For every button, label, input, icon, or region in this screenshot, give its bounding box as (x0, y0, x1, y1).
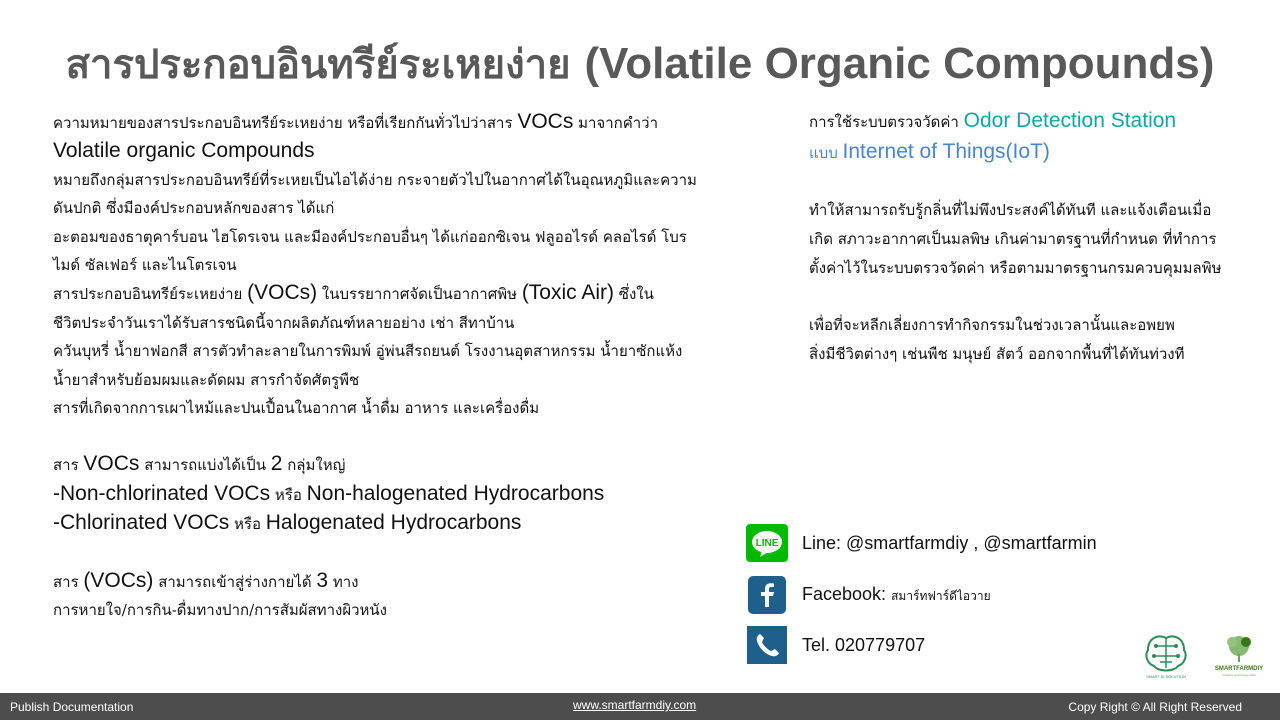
logo-caption: Creative technology plant (1222, 673, 1256, 677)
text-line (53, 279, 753, 308)
text-span: กลุ่มใหญ่ (287, 456, 346, 475)
text-line (809, 106, 1269, 137)
text-line (53, 480, 753, 509)
spacer (809, 168, 1269, 196)
odor-station-label: Odor Detection Station (963, 109, 1177, 132)
phone-contact[interactable] (746, 626, 925, 664)
text-line (53, 567, 753, 596)
text-line: สารที่เกิดจากการเผาไหม้และปนเปื้อนในอากาศ น้ำดื่ม อาหาร และเครื่องดื่ม (53, 399, 540, 418)
text-line: ควันบุหรี่ น้ำยาฟอกสี สารตัวทำละลายในการพิมพ์ อู่พ่นสีรถยนต์ โรงงานอุตสาหกรรม น้ำยาซักแห้ง (53, 342, 683, 361)
footer-left-text: Publish Documentation (10, 700, 134, 714)
text-line: ดันปกติ ซึ่งมีองค์ประกอบหลักของสาร ได้แก่ (53, 199, 335, 218)
footer-copyright: Copy Right © All Right Reserved (1068, 700, 1242, 714)
text-line (53, 108, 753, 137)
spacer (809, 283, 1269, 311)
text-line: เกิด สภาวะอากาศเป็นมลพิษ เกินค่ามาตรฐานที่กำหนด ที่ทำการ (809, 230, 1217, 248)
text-span: สามารถเข้าสู่ร่างกายได้ (158, 572, 312, 591)
line-contact[interactable] (746, 524, 1097, 562)
text-span: Non-halogenated Hydrocarbons (306, 481, 605, 505)
text-span: VOCs (83, 452, 140, 476)
text-line: ไมด์ ซัลเฟอร์ และไนโตรเจน (53, 256, 237, 275)
title-thai: สารประกอบอินทรีย์ระเหยง่าย (65, 41, 571, 88)
title-english: (Volatile Organic Compounds) (584, 39, 1215, 88)
text-span: สาร (53, 456, 79, 475)
facebook-label: Facebook: (802, 584, 887, 604)
text-line: น้ำยาสำหรับย้อมผมและดัดผม สารกำจัดศัตรูพืช (53, 370, 360, 389)
line-icon-text: LINE (755, 538, 779, 549)
text-line: การหายใจ/การกิน-ดื่มทางปาก/การสัมผัสทางผิวหนัง (53, 601, 387, 620)
text-line (53, 450, 753, 479)
text-line (53, 509, 753, 538)
text-span: ในบรรยากาศจัดเป็นอากาศพิษ (321, 285, 518, 304)
line-contact-text: Line: @smartfarmdiy , @smartfarmin (802, 532, 1097, 553)
text-line: ชีวิตประจำวันเราได้รับสารชนิดนี้จากผลิตภัณฑ์หลายอย่าง เช่า สีทาบ้าน (53, 313, 515, 332)
text-span: ความหมายของสารประกอบอินทรีย์ระเหยง่าย หรือที่เรียกกันทั่วไปว่าสาร (53, 114, 513, 132)
text-span: -Non-chlorinated VOCs (53, 481, 271, 505)
text-span: Halogenated Hydrocarbons (265, 511, 522, 535)
text-line: ทำให้สามารถรับรู้กลิ่นที่ไม่พึงประสงค์ได้ทันที และแจ้งเตือนเมื่อ (809, 201, 1212, 219)
text-span: -Chlorinated VOCs (53, 511, 230, 535)
text-span: (VOCs) (83, 568, 154, 592)
text-line: เพื่อที่จะหลีกเลี่ยงการทำกิจกรรมในช่วงเวลานั้นและอพยพ (809, 316, 1175, 334)
facebook-contact[interactable] (746, 576, 991, 614)
text-span: แบบ (809, 144, 838, 162)
text-line: สิ่งมีชีวิตต่างๆ เช่นพืช มนุษย์ สัตว์ ออกจากพื้นที่ได้ทันท่วงที (809, 345, 1185, 363)
footer-bar (0, 693, 1280, 720)
text-span: สาร (53, 572, 79, 591)
iot-section (809, 106, 1269, 369)
text-span: (VOCs) (247, 281, 318, 305)
text-line: หมายถึงกลุ่มสารประกอบอินทรีย์ที่ระเหยเป็นไอได้ง่าย กระจายตัวไปในอากาศได้ในอุณหภูมิและความ (53, 170, 697, 189)
text-span: สามารถแบ่งได้เป็น (144, 456, 266, 475)
text-span: สารประกอบอินทรีย์ระเหยง่าย (53, 285, 243, 304)
spacer (53, 539, 753, 567)
text-span: (Toxic Air) (521, 281, 614, 305)
facebook-name: สมาร์ทฟาร์ดีไอวาย (891, 589, 991, 603)
smartfarmdiy-logo (1212, 632, 1266, 684)
text-span: หรือ (234, 515, 261, 534)
text-span: ซึ่งใน (618, 285, 654, 304)
smart-ai-solution-logo (1138, 630, 1194, 684)
phone-contact-text: Tel. 020779707 (802, 634, 926, 655)
text-span: 3 (316, 568, 329, 592)
page-title (0, 32, 1280, 96)
text-span: การใช้ระบบตรวจวัดค่า (809, 113, 959, 131)
spacer (53, 422, 753, 450)
line-icon (746, 524, 788, 562)
facebook-contact-text (802, 584, 991, 606)
logo-caption: SMART AI SOLUTION (1145, 674, 1187, 679)
text-line: Volatile organic Compounds (53, 139, 315, 163)
text-line: อะตอมของธาตุคาร์บอน ไฮโดรเจน และมีองค์ประกอบอื่นๆ ได้แก่ออกซิเจน ฟลูออไรด์ คลอไรด์ โบร (53, 227, 687, 246)
text-span: 2 (270, 452, 283, 476)
text-span: มาจากคำว่า (578, 114, 659, 132)
footer-website-link[interactable]: www.smartfarmdiy.com (573, 698, 697, 712)
definition-section (53, 108, 753, 625)
text-line: ตั้งค่าไว้ในระบบตรวจวัดค่า หรือตามมาตรฐานกรมควบคุมมลพิษ (809, 259, 1222, 277)
text-line (809, 137, 1269, 168)
text-span: VOCs (517, 110, 574, 133)
phone-icon (746, 626, 788, 664)
iot-label: Internet of Things(IoT) (842, 140, 1050, 163)
text-span: หรือ (274, 485, 302, 504)
logo-name: SMARTFARMDIY (1214, 666, 1264, 672)
text-span: ทาง (332, 572, 359, 591)
facebook-icon (746, 576, 788, 614)
